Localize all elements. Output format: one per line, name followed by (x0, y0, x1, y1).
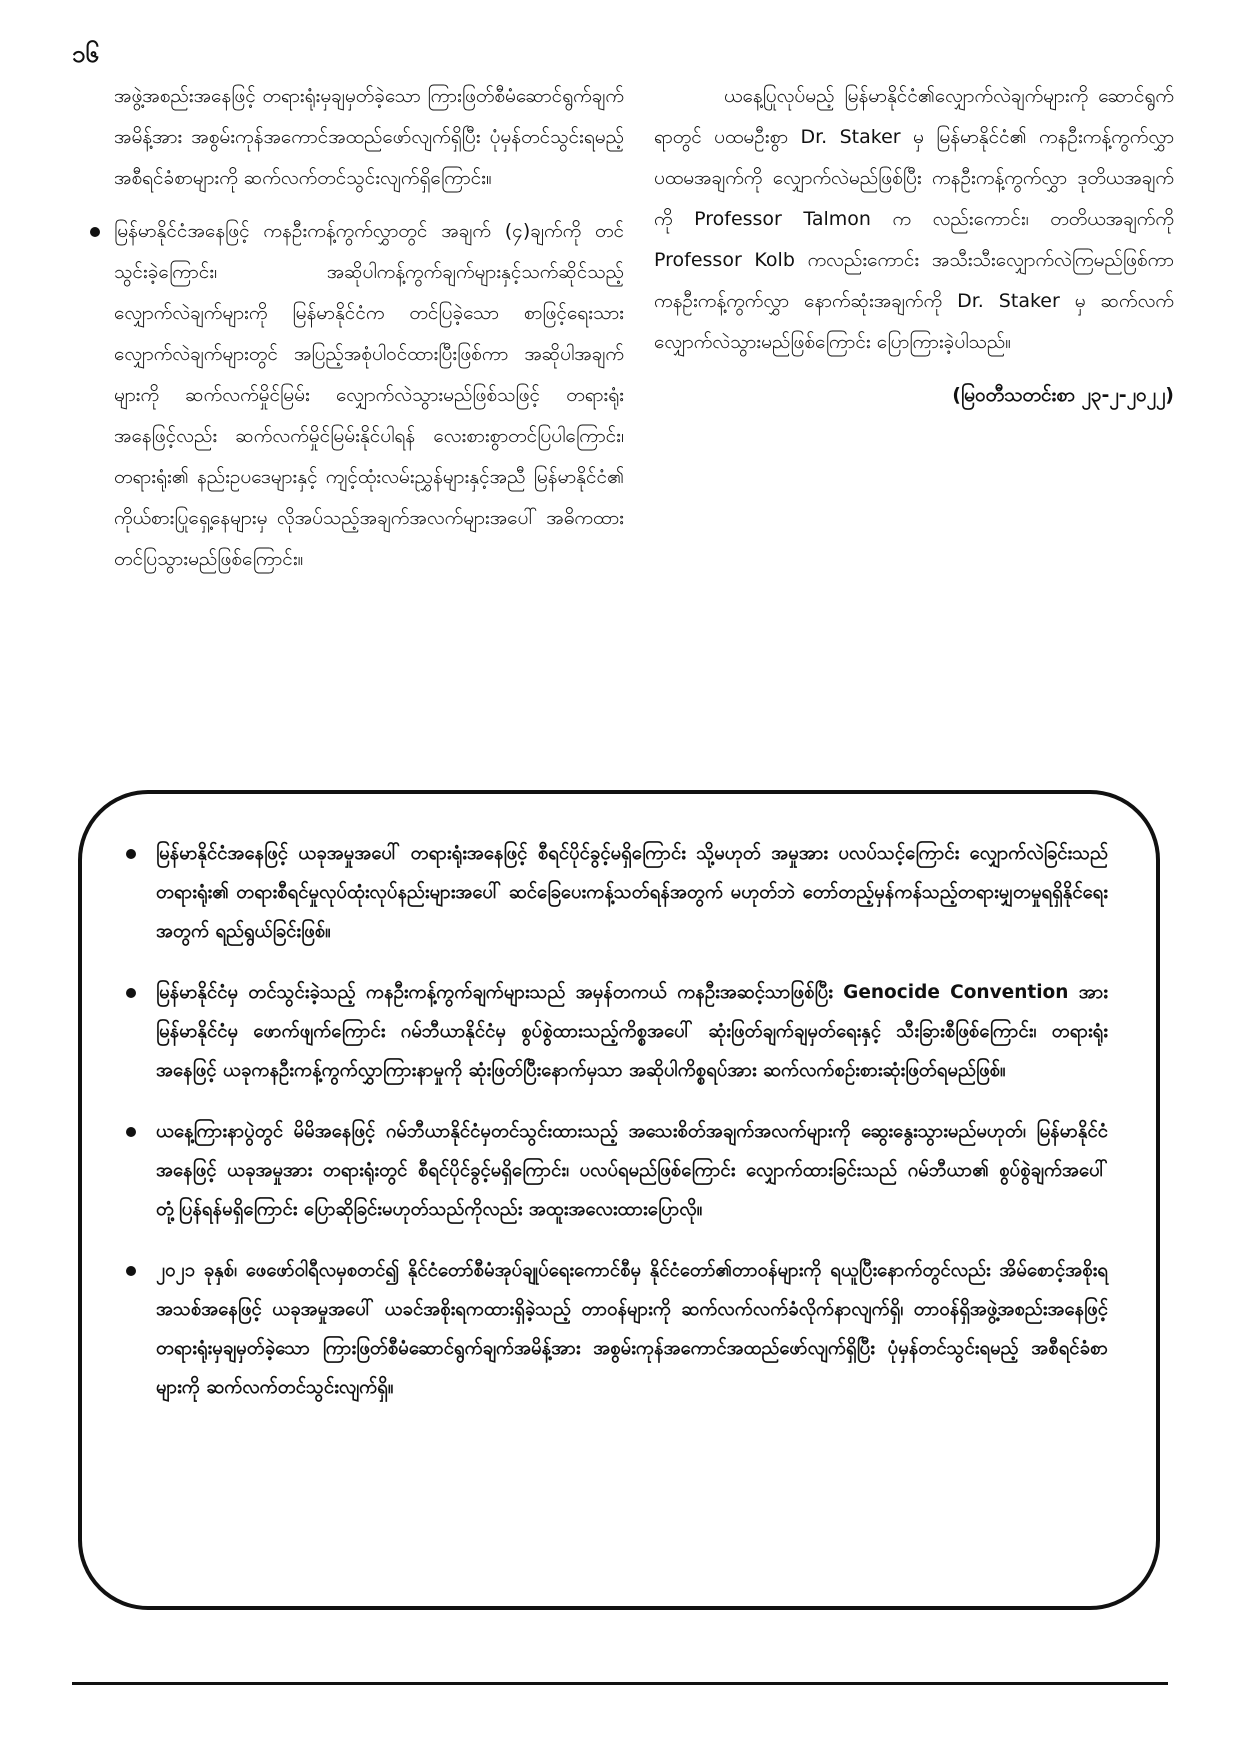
summary-item (126, 834, 1108, 951)
bullet-icon (126, 849, 136, 859)
bullet-icon (126, 1127, 136, 1137)
source-citation: (မြဝတီသတင်းစာ ၂၃-၂-၂၀၂၂) (952, 384, 1174, 406)
summary-box (78, 790, 1160, 1610)
summary-item-text: ယနေ့ကြားနာပွဲတွင် မိမိအနေဖြင့် ဂမ်ဘီယာနိုင်ငံမှတင်သွင်းထားသည့် အသေးစိတ်အချက်အလက်များကို ဆွေးနွေးသွားမည်မဟုတ်၊ မြန်မာနိုင်ငံအနေဖြင့် ယခုအမှုအား တရားရုံးတွင် စီရင်ပိုင်ခွင့်မရှိကြောင်း၊ ပလပ်ရမည်ဖြစ်ကြောင်း လျှောက်ထားခြင်းသည် ဂမ်ဘီယာ၏ စွပ်စွဲချက်အပေါ် တုံ့ပြန်ရန်မရှိကြောင်း ပြောဆိုခြင်းမဟုတ်သည်ကိုလည်း အထူးအလေးထားပြောလို။ (156, 1121, 1108, 1220)
summary-item-text: မြန်မာနိုင်ငံအနေဖြင့် ယခုအမှုအပေါ် တရားရုံးအနေဖြင့် စီရင်ပိုင်ခွင့်မရှိကြောင်း သို့မဟုတ် အမှုအား ပလပ်သင့်ကြောင်း လျှောက်လဲခြင်းသည် တရားရုံး၏ တရားစီရင်မှုလုပ်ထုံးလုပ်နည်းများအပေါ် ဆင်ခြေပေးကန့်သတ်ရန်အတွက် မဟုတ်ဘဲ တော်တည့်မှန်ကန်သည့်တရားမျှတမှုရရှိနိုင်ရေးအတွက် ရည်ရွယ်ခြင်းဖြစ်။ (156, 843, 1108, 942)
footer-divider (72, 1682, 1168, 1685)
article-columns (84, 76, 1174, 756)
bullet-icon (126, 988, 136, 998)
summary-item-text: ၂၀၂၁ ခုနှစ်၊ ဖေဖော်ဝါရီလမှစတင်၍ နိုင်ငံတော်စီမံအုပ်ချုပ်ရေးကောင်စီမှ နိုင်ငံတော်၏တာဝန်များကို ရယူပြီးနောက်တွင်လည်း အိမ်စောင့်အစိုးရအသစ်အနေဖြင့် ယခုအမှုအပေါ် ယခင်အစိုးရကထားရှိခဲ့သည့် တာဝန်များကို ဆက်လက်လက်ခံလိုက်နာလျက်ရှိ၊ တာဝန်ရှိအဖွဲ့အစည်းအနေဖြင့် တရားရုံးမှချမှတ်ခဲ့သော ကြားဖြတ်စီမံဆောင်ရွက်ချက်အမိန့်အား အစွမ်းကုန်အကောင်အထည်ဖော်လျက်ရှိပြီး ပုံမှန်တင်သွင်းရမည့် အစီရင်ခံစာများကို ဆက်လက်တင်သွင်းလျက်ရှိ။ (156, 1260, 1108, 1398)
summary-list (82, 794, 1156, 1407)
right-column (654, 76, 1174, 416)
paragraph-continued: အဖွဲ့အစည်းအနေဖြင့် တရားရုံးမှချမှတ်ခဲ့သော ကြားဖြတ်စီမံဆောင်ရွက်ချက်အမိန့်အား အစွမ်းကုန်အကောင်အထည်ဖော်လျက်ရှိပြီး ပုံမှန်တင်သွင်းရမည့် အစီရင်ခံစာများကို ဆက်လက်တင်သွင်းလျက်ရှိကြောင်း။ (114, 85, 624, 189)
summary-item (126, 1112, 1108, 1229)
summary-item (126, 1251, 1108, 1407)
summary-item (126, 973, 1108, 1090)
paragraph: ယနေ့ပြုလုပ်မည့် မြန်မာနိုင်ငံ၏လျှောက်လဲချက်များကို ဆောင်ရွက်ရာတွင် ပထမဦးစွာ Dr. Staker မှ မြန်မာနိုင်ငံ၏ ကနဦးကန့်ကွက်လွှာ ပထမအချက်ကို လျှောက်လဲမည်ဖြစ်ပြီး ကနဦးကန့်ကွက်လွှာ ဒုတိယအချက်ကို Professor Talmon က လည်းကောင်း၊ တတိယအချက်ကို Professor Kolb ကလည်းကောင်း အသီးသီးလျှောက်လဲကြမည်ဖြစ်ကာ ကနဦးကန့်ကွက်လွှာ နောက်ဆုံးအချက်ကို Dr. Staker မှ ဆက်လက်လျှောက်လဲသွားမည်ဖြစ်ကြောင်း ပြောကြားခဲ့ပါသည်။ (654, 85, 1174, 353)
left-column (84, 76, 624, 592)
bullet-icon (126, 1266, 136, 1276)
summary-item-text: မြန်မာနိုင်ငံမှ တင်သွင်းခဲ့သည့် ကနဦးကန့်ကွက်ချက်များသည် အမှန်တကယ် ကနဦးအဆင့်သာဖြစ်ပြီး Genocide Convention အား မြန်မာနိုင်ငံမှ ဖောက်ဖျက်ကြောင်း ဂမ်ဘီယာနိုင်ငံမှ စွပ်စွဲထားသည့်ကိစ္စအပေါ် ဆုံးဖြတ်ချက်ချမှတ်ရေးနှင့် သီးခြားစီဖြစ်ကြောင်း၊ တရားရုံးအနေဖြင့် ယခုကနဦးကန့်ကွက်လွှာကြားနာမှုကို ဆုံးဖြတ်ပြီးနောက်မှသာ အဆိုပါကိစ္စရပ်အား ဆက်လက်စဉ်းစားဆုံးဖြတ်ရမည်ဖြစ်။ (156, 982, 1108, 1081)
bullet-paragraph: မြန်မာနိုင်ငံအနေဖြင့် ကနဦးကန့်ကွက်လွှာတွင် အချက် (၄)ချက်ကို တင်သွင်းခဲ့ကြောင်း၊ အဆိုပါကန့်ကွက်ချက်များနှင့်သက်ဆိုင်သည့် လျှောက်လဲချက်များကို မြန်မာနိုင်ငံက တင်ပြခဲ့သော စာဖြင့်ရေးသားလျှောက်လဲချက်များတွင် အပြည့်အစုံပါဝင်ထားပြီးဖြစ်ကာ အဆိုပါအချက်များကို ဆက်လက်မှိုင်မြမ်း လျှောက်လဲသွားမည်ဖြစ်သဖြင့် တရားရုံးအနေဖြင့်လည်း ဆက်လက်မှိုင်မြမ်းနိုင်ပါရန် လေးစားစွာတင်ပြပါကြောင်း၊ တရားရုံး၏ နည်းဥပဒေများနှင့် ကျင့်ထုံးလမ်းညွှန်များနှင့်အညီ မြန်မာနိုင်ငံ၏ ကိုယ်စားပြုရှေ့နေများမှ လိုအပ်သည့်အချက်အလက်များအပေါ် အဓိကထားတင်ပြသွားမည်ဖြစ်ကြောင်း။ (84, 211, 624, 580)
page-number: ၁၆ (72, 40, 99, 68)
